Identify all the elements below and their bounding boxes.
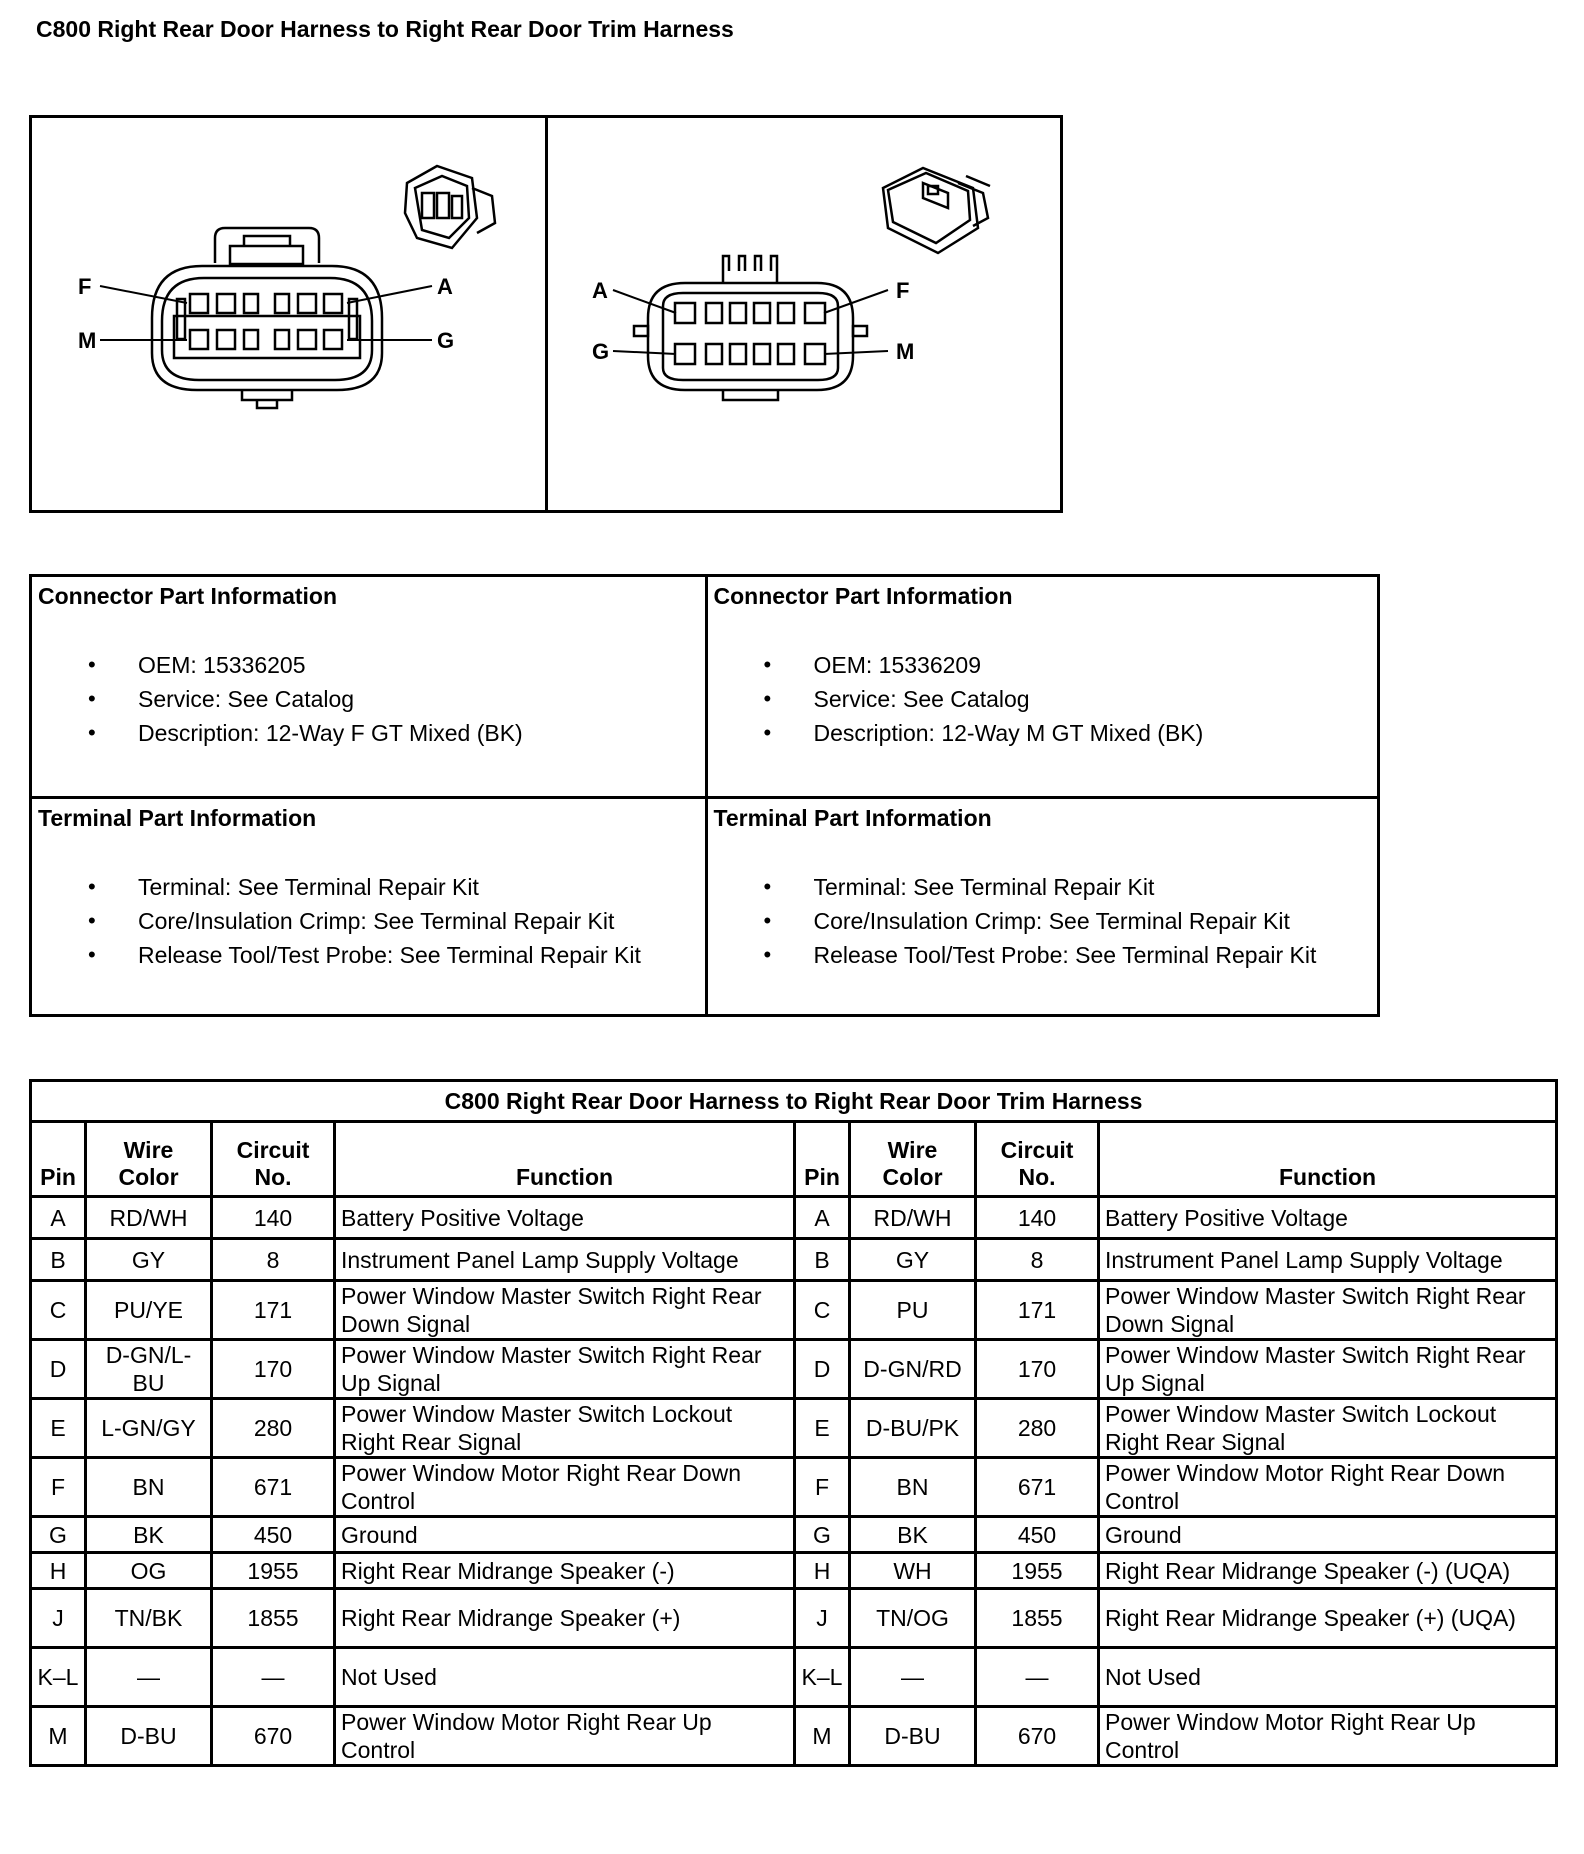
circuit-cell: 1955 xyxy=(212,1553,335,1589)
wire-color-cell: GY xyxy=(850,1239,976,1281)
list-item: • Core/Insulation Crimp: See Terminal Repair Kit xyxy=(38,904,699,938)
pin-cell: C xyxy=(795,1281,850,1340)
function-cell: Power Window Master Switch Right Rear Up Signal xyxy=(1099,1340,1557,1399)
circuit-cell: 280 xyxy=(212,1399,335,1458)
female-cavities xyxy=(190,294,342,349)
function-cell: Power Window Master Switch Lockout Right Rear Signal xyxy=(1099,1399,1557,1458)
pin-cell: B xyxy=(31,1239,86,1281)
circuit-cell: 170 xyxy=(212,1340,335,1399)
function-cell: Power Window Motor Right Rear Up Control xyxy=(1099,1707,1557,1766)
table-row xyxy=(31,1707,1557,1766)
wire-color-cell: TN/OG xyxy=(850,1589,976,1648)
function-cell: Right Rear Midrange Speaker (+) xyxy=(335,1589,795,1648)
circuit-cell: 450 xyxy=(212,1517,335,1553)
connector-info-left xyxy=(32,577,705,796)
pin-cell: A xyxy=(31,1197,86,1239)
function-cell: Not Used xyxy=(1099,1648,1557,1707)
male-connector-face xyxy=(634,256,867,400)
terminal-info-heading: Terminal Part Information xyxy=(713,804,992,831)
col-circuit: Circuit No. xyxy=(212,1122,335,1197)
pin-cell: D xyxy=(31,1340,86,1399)
wire-color-cell: D-BU/PK xyxy=(850,1399,976,1458)
pinout-table-caption: C800 Right Rear Door Harness to Right Rear Door Trim Harness xyxy=(31,1081,1557,1122)
wire-color-cell: — xyxy=(86,1648,212,1707)
male-connector-illustration xyxy=(548,118,1061,510)
function-cell: Power Window Master Switch Right Rear Down Signal xyxy=(1099,1281,1557,1340)
circuit-cell: — xyxy=(976,1648,1099,1707)
terminal-info-right xyxy=(705,796,1378,1015)
male-cavities xyxy=(675,303,825,364)
female-label-bottom-right: G xyxy=(437,328,455,353)
wire-color-cell: PU/YE xyxy=(86,1281,212,1340)
female-connector-thumbnail xyxy=(405,166,495,248)
circuit-cell: 8 xyxy=(976,1239,1099,1281)
wire-color-cell: WH xyxy=(850,1553,976,1589)
wire-color-cell: BK xyxy=(850,1517,976,1553)
female-connector-view xyxy=(32,118,545,510)
wire-color-cell: D-GN/L-BU xyxy=(86,1340,212,1399)
table-row xyxy=(31,1458,1557,1517)
list-item: • OEM: 15336205 xyxy=(38,648,699,682)
wire-color-cell: L-GN/GY xyxy=(86,1399,212,1458)
circuit-cell: 8 xyxy=(212,1239,335,1281)
male-connector-view xyxy=(545,118,1061,510)
circuit-cell: 1855 xyxy=(976,1589,1099,1648)
circuit-cell: 450 xyxy=(976,1517,1099,1553)
female-connector-illustration xyxy=(32,118,547,510)
function-cell: Power Window Master Switch Right Rear Up Signal xyxy=(335,1340,795,1399)
pin-cell: K–L xyxy=(31,1648,86,1707)
connector-info-right xyxy=(705,577,1378,796)
male-label-bottom-right: M xyxy=(895,339,914,364)
terminal-info-left xyxy=(32,796,705,1015)
male-connector-thumbnail xyxy=(883,168,990,253)
circuit-cell: 171 xyxy=(212,1281,335,1340)
function-cell: Power Window Master Switch Lockout Right Rear Signal xyxy=(335,1399,795,1458)
male-label-bottom-left: G xyxy=(591,339,609,364)
col-function: Function xyxy=(1099,1122,1557,1197)
function-cell: Instrument Panel Lamp Supply Voltage xyxy=(335,1239,795,1281)
wire-color-cell: D-BU xyxy=(850,1707,976,1766)
list-item: • Terminal: See Terminal Repair Kit xyxy=(714,870,1372,904)
circuit-cell: 1855 xyxy=(212,1589,335,1648)
connector-info-heading: Connector Part Information xyxy=(713,583,1013,609)
pinout-table xyxy=(29,1079,1558,1767)
pin-cell: H xyxy=(31,1553,86,1589)
pin-cell: B xyxy=(795,1239,850,1281)
table-row xyxy=(31,1340,1557,1399)
function-cell: Instrument Panel Lamp Supply Voltage xyxy=(1099,1239,1557,1281)
circuit-cell: 171 xyxy=(976,1281,1099,1340)
list-item: • Release Tool/Test Probe: See Terminal Repair Kit xyxy=(714,938,1372,972)
function-cell: Right Rear Midrange Speaker (+) (UQA) xyxy=(1099,1589,1557,1648)
pin-cell: M xyxy=(31,1707,86,1766)
col-circuit: Circuit No. xyxy=(976,1122,1099,1197)
pinout-table-header xyxy=(31,1122,1557,1197)
circuit-cell: 671 xyxy=(212,1458,335,1517)
wire-color-cell: — xyxy=(850,1648,976,1707)
female-label-bottom-left: M xyxy=(78,328,97,353)
col-pin: Pin xyxy=(31,1122,86,1197)
female-label-top-right: A xyxy=(437,274,453,299)
list-item: • Terminal: See Terminal Repair Kit xyxy=(38,870,699,904)
pin-cell: H xyxy=(795,1553,850,1589)
wire-color-cell: RD/WH xyxy=(850,1197,976,1239)
page-title: C800 Right Rear Door Harness to Right Rear Door Trim Harness xyxy=(36,16,734,42)
circuit-cell: 670 xyxy=(212,1707,335,1766)
list-item: • Core/Insulation Crimp: See Terminal Repair Kit xyxy=(714,904,1372,938)
function-cell: Battery Positive Voltage xyxy=(335,1197,795,1239)
pin-cell: M xyxy=(795,1707,850,1766)
circuit-cell: 670 xyxy=(976,1707,1099,1766)
function-cell: Ground xyxy=(335,1517,795,1553)
table-row xyxy=(31,1239,1557,1281)
function-cell: Power Window Motor Right Rear Down Control xyxy=(335,1458,795,1517)
list-item: • OEM: 15336209 xyxy=(714,648,1372,682)
table-row xyxy=(31,1648,1557,1707)
male-label-top-left: A xyxy=(591,278,608,303)
part-information-table xyxy=(29,574,1380,1017)
function-cell: Right Rear Midrange Speaker (-) (UQA) xyxy=(1099,1553,1557,1589)
table-row xyxy=(31,1553,1557,1589)
pin-cell: K–L xyxy=(795,1648,850,1707)
male-leader-lines xyxy=(613,290,888,354)
pin-cell: J xyxy=(31,1589,86,1648)
pin-cell: F xyxy=(795,1458,850,1517)
table-row xyxy=(31,1589,1557,1648)
table-row xyxy=(31,1517,1557,1553)
list-item: • Description: 12-Way F GT Mixed (BK) xyxy=(38,716,699,750)
pinout-table-body xyxy=(31,1197,1557,1766)
wire-color-cell: TN/BK xyxy=(86,1589,212,1648)
wire-color-cell: GY xyxy=(86,1239,212,1281)
circuit-cell: 140 xyxy=(976,1197,1099,1239)
pin-cell: A xyxy=(795,1197,850,1239)
pin-cell: D xyxy=(795,1340,850,1399)
terminal-info-heading: Terminal Part Information xyxy=(38,804,317,831)
list-item: • Service: See Catalog xyxy=(714,682,1372,716)
wire-color-cell: PU xyxy=(850,1281,976,1340)
pin-cell: C xyxy=(31,1281,86,1340)
wire-color-cell: D-GN/RD xyxy=(850,1340,976,1399)
table-row xyxy=(31,1281,1557,1340)
wire-color-cell: RD/WH xyxy=(86,1197,212,1239)
col-wire-color: Wire Color xyxy=(850,1122,976,1197)
circuit-cell: 1955 xyxy=(976,1553,1099,1589)
circuit-cell: 280 xyxy=(976,1399,1099,1458)
function-cell: Power Window Motor Right Rear Up Control xyxy=(335,1707,795,1766)
circuit-cell: 140 xyxy=(212,1197,335,1239)
list-item: • Release Tool/Test Probe: See Terminal Repair Kit xyxy=(38,938,699,972)
function-cell: Ground xyxy=(1099,1517,1557,1553)
male-label-top-right: F xyxy=(895,278,909,303)
pin-cell: E xyxy=(795,1399,850,1458)
wire-color-cell: D-BU xyxy=(86,1707,212,1766)
list-item: • Description: 12-Way M GT Mixed (BK) xyxy=(714,716,1372,750)
connector-info-heading: Connector Part Information xyxy=(38,583,338,609)
wire-color-cell: BN xyxy=(86,1458,212,1517)
female-connector-face xyxy=(152,228,382,408)
wire-color-cell: OG xyxy=(86,1553,212,1589)
pin-cell: G xyxy=(31,1517,86,1553)
wire-color-cell: BK xyxy=(86,1517,212,1553)
function-cell: Battery Positive Voltage xyxy=(1099,1197,1557,1239)
pin-cell: E xyxy=(31,1399,86,1458)
table-row xyxy=(31,1399,1557,1458)
pin-cell: F xyxy=(31,1458,86,1517)
female-label-top-left: F xyxy=(78,274,92,299)
function-cell: Right Rear Midrange Speaker (-) xyxy=(335,1553,795,1589)
function-cell: Not Used xyxy=(335,1648,795,1707)
function-cell: Power Window Master Switch Right Rear Down Signal xyxy=(335,1281,795,1340)
circuit-cell: 671 xyxy=(976,1458,1099,1517)
circuit-cell: — xyxy=(212,1648,335,1707)
col-wire-color: Wire Color xyxy=(86,1122,212,1197)
connector-diagram xyxy=(29,115,1063,513)
table-row xyxy=(31,1197,1557,1239)
col-pin: Pin xyxy=(795,1122,850,1197)
pin-cell: G xyxy=(795,1517,850,1553)
function-cell: Power Window Motor Right Rear Down Control xyxy=(1099,1458,1557,1517)
wire-color-cell: BN xyxy=(850,1458,976,1517)
pin-cell: J xyxy=(795,1589,850,1648)
circuit-cell: 170 xyxy=(976,1340,1099,1399)
list-item: • Service: See Catalog xyxy=(38,682,699,716)
col-function: Function xyxy=(335,1122,795,1197)
